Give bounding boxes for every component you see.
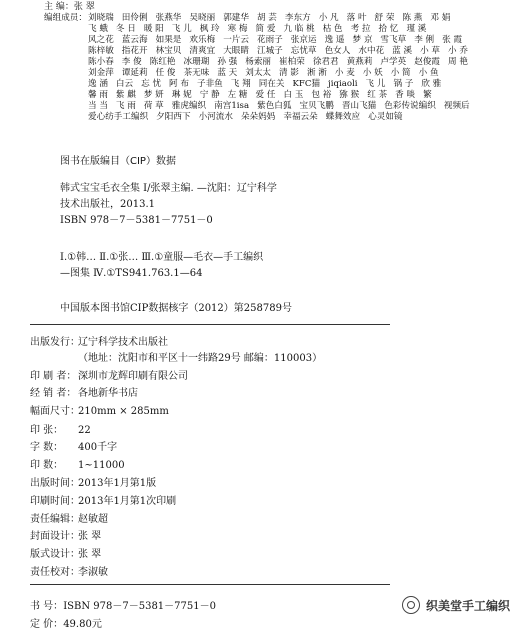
editor-label: 主 编： [44,2,74,12]
member-name: 黄燕莉 [346,57,373,67]
member-name: 心灵如镜 [368,112,403,122]
member-name: 小河流水 [198,112,233,122]
publication-value: 2013年1月第1版 [78,478,157,489]
member-name: 大眼睛 [223,46,249,56]
publication-key: 印 刷 者： [30,371,77,382]
member-name: 当 当 [88,101,108,111]
member-name: 小 简 [390,68,411,78]
isbn-label: 书 号： [30,601,64,612]
member-name: 寒 梅 [227,24,248,34]
member-name: 爱心纺手工编织 [88,112,149,122]
members-row [44,57,510,68]
member-name: 张燕华 [155,13,182,23]
member-name: 忘忧草 [290,46,317,56]
member-name: 刘金萍 [88,68,114,78]
member-name: 任 俊 [155,68,176,78]
member-name: 馨 雨 [88,90,108,100]
member-name: 宝贝飞鹏 [299,101,334,111]
price-value: 49.80元 [63,619,102,630]
member-name: 杨索丽 [245,57,272,67]
publication-row [30,566,108,579]
member-name: 蓝 天 [217,68,238,78]
publication-row [30,513,108,526]
member-name: 紫 麒 [115,90,136,100]
member-name: 飞 翔 [230,79,251,89]
member-name: 周 艳 [448,57,468,67]
member-name: 崔柏荣 [279,57,305,67]
member-name: 小 草 [420,46,441,56]
cip-line-1: 韩式宝宝毛衣全集 Ⅰ/张翠主编. —沈阳：辽宁科学 [60,183,277,194]
isbn-value: ISBN 978－7－5381－7751－0 [63,601,216,612]
member-name: 红 茶 [367,90,388,100]
member-name: 荷 草 [143,101,164,111]
member-name: 朵朵妈妈 [240,112,276,122]
member-name: 落 叶 [346,13,367,23]
member-name: 谭延莉 [121,68,148,78]
member-name: 陈小春 [88,57,114,67]
publication-value: 赵敏超 [78,514,108,525]
member-name: 蝶舞效应 [325,112,361,122]
members-row [44,68,510,79]
member-name: 拾 忆 [378,24,399,34]
editor-name: 张 翠 [73,2,95,12]
member-name: 考 拉 [350,24,371,34]
footer-isbn [30,597,216,612]
cip-isbn: ISBN 978－7－5381－7751－0 [60,215,213,226]
member-name: 阿 布 [169,79,189,89]
publication-value: 210mm × 285mm [78,406,169,417]
member-name: 卢学英 [380,57,407,67]
publication-key: 出版时间： [30,478,80,489]
member-name: 小 凡 [318,13,339,23]
member-name: 飞 儿 [365,79,386,89]
member-name: 陈梓敏 [88,46,114,56]
publication-key: 经 销 者： [30,388,77,399]
member-name: 淅 淅 [306,68,327,78]
member-name: 紫色白狐 [257,101,292,111]
publication-key: 封面设计： [30,531,80,542]
publication-key: 印 数： [30,460,64,471]
member-name: 郭建华 [223,13,249,23]
member-name: 视频后 [443,101,470,111]
member-name: 陈红艳 [149,57,176,67]
member-name: 花雨子 [256,35,283,45]
members-row [44,24,510,35]
member-name: 简 爱 [255,24,276,34]
publication-row [30,477,156,490]
publication-value: 辽宁科学技术出版社 [78,337,168,348]
member-name: 锅 子 [393,79,414,89]
member-name: 冬 日 [115,24,136,34]
editor-line [44,1,95,13]
member-name: 色彩传说编织 [384,101,436,111]
publication-key: 责任校对： [30,567,80,578]
publication-row [30,352,322,365]
member-name: 张京运 [290,35,317,45]
cip-line-5: —图集 Ⅳ.①TS941.763.1—64 [60,268,203,279]
member-name: 田伶俐 [121,13,148,23]
member-name: 繁 [423,90,432,100]
publication-key: 印刷时间： [30,496,80,507]
member-name: 小 鱼 [418,68,439,78]
member-name: 欢乐梅 [189,35,216,45]
member-name: 邓 娟 [430,13,451,23]
member-name: 蓝 溪 [392,46,413,56]
publication-row [30,495,176,508]
member-name: 同在关 [258,79,285,89]
members-block [44,13,510,123]
member-name: 梦 京 [352,35,373,45]
member-name: 白云 [115,79,134,89]
member-name: 枫 玲 [199,24,220,34]
member-name: 孙 强 [217,57,238,67]
member-name: 梦 妍 [143,90,164,100]
publication-value: 22 [78,425,91,436]
publication-row [30,459,125,472]
members-row [44,90,510,101]
member-name: 赵俊霞 [414,57,441,67]
member-name: 色女人 [324,46,351,56]
member-name: 小 乔 [448,46,468,56]
publication-value: 张 翠 [78,531,102,542]
publication-row [30,548,101,561]
member-name: 清 影 [279,68,299,78]
cip-line-2: 技术出版社，2013.1 [60,199,155,210]
member-name: 刘晓瑞 [88,13,114,23]
publication-value: 深圳市龙辉印刷有限公司 [78,371,188,382]
publication-row [30,387,138,400]
member-name: 如果是 [155,35,182,45]
cip-line-4: Ⅰ.①韩… Ⅱ.①张… Ⅲ.①童服—毛衣—手工编织 [60,252,264,263]
publication-key: 印 张： [30,425,64,436]
footer-price [30,615,102,630]
member-name: 李 俐 [414,35,435,45]
publication-value: 1~11000 [78,460,125,471]
member-name: 一片云 [223,35,249,45]
member-name: 飞 雨 [115,101,136,111]
member-name: 飞 儿 [171,24,192,34]
members-row [44,79,510,90]
member-name: 水中花 [358,46,385,56]
member-name: 冰珊瑚 [183,57,210,67]
member-name: 胡 芸 [256,13,277,23]
member-name: 子非鱼 [196,79,223,89]
member-name: 李 俊 [121,57,142,67]
publication-row [30,424,91,437]
member-name: 陈 燕 [402,13,423,23]
member-name: 指花开 [121,46,148,56]
publication-row [30,405,169,418]
publication-row [30,336,168,349]
member-name: 逸 遥 [324,35,345,45]
member-name: 小 麦 [334,68,355,78]
publication-row [30,530,101,543]
watermark [402,596,510,614]
member-name: 白 玉 [283,90,304,100]
member-name: 小 妖 [362,68,383,78]
member-name: 猕 猴 [339,90,360,100]
price-label: 定 价： [30,619,64,630]
publication-value: 400千字 [78,442,118,453]
member-name: 茶无味 [183,68,210,78]
member-name: 刘太太 [245,68,272,78]
member-name: 风之花 [88,35,114,45]
member-name: 南宫1isa [214,101,250,111]
member-name: 忘 忧 [141,79,162,89]
members-row [44,46,510,57]
member-name: 枯 色 [322,24,343,34]
publication-value: 2013年1月第1次印刷 [78,496,177,507]
member-name: 夕阳西下 [156,112,191,122]
member-name: 暖 阳 [143,24,164,34]
member-name: 江城子 [256,46,283,56]
publication-key: 版式设计： [30,549,80,560]
member-name: 琳 妮 [171,90,192,100]
publication-value: 李淑敏 [78,567,108,578]
member-name: 舒 荣 [374,13,395,23]
members-row [44,35,510,46]
publication-key: 责任编辑： [30,514,80,525]
cip-heading: 图书在版编目（CIP）数据 [60,156,176,167]
member-name: 李东方 [284,13,311,23]
member-name: 九 临 桃 [283,24,315,34]
members-row [44,101,510,112]
members-row [44,13,510,24]
watermark-text: 织美堂手工编织 [425,598,510,613]
member-name: 张 霞 [442,35,463,45]
member-name: 包 裕 [311,90,332,100]
cip-record-number: 中国版本图书馆CIP数据核字（2012）第258789号 [60,303,292,314]
member-name: jiqiaoli [328,79,358,89]
member-name: 左 糖 [227,90,248,100]
divider [30,324,390,325]
member-name: KFC猫 [292,79,321,89]
member-name: 徐君君 [312,57,339,67]
wechat-logo-icon [402,596,420,614]
member-name: 清爽宜 [189,46,216,56]
members-label: 编组成员： [44,13,87,23]
publication-value: 张 翠 [78,549,102,560]
publication-key: 出版发行： [30,337,80,348]
divider [30,584,390,585]
member-name: 林宝贝 [155,46,182,56]
member-name: 雅虎编织 [171,101,207,111]
member-name: 宁 静 [199,90,220,100]
publication-row [30,370,188,383]
members-row [44,112,510,123]
member-name: 雪飞草 [380,35,407,45]
member-name: 吴晓丽 [189,13,216,23]
member-name: 香 啖 [395,90,416,100]
member-name: 逸 涵 [88,79,108,89]
member-name: 飞 蛾 [88,24,108,34]
member-name: 欣 雅 [421,79,442,89]
member-name: 晋山飞猫 [341,101,377,111]
publication-row [30,441,117,454]
member-name: 瑾 溪 [406,24,427,34]
publication-key: 字 数： [30,442,64,453]
publication-key: 幅面尺寸： [30,406,80,417]
publication-value: （地址：沈阳市和平区十一纬路29号 邮编：110003） [78,353,323,364]
member-name: 幸福云朵 [283,112,318,122]
member-name: 蓝云海 [121,35,148,45]
publication-value: 各地新华书店 [78,388,138,399]
member-name: 爱 任 [255,90,276,100]
